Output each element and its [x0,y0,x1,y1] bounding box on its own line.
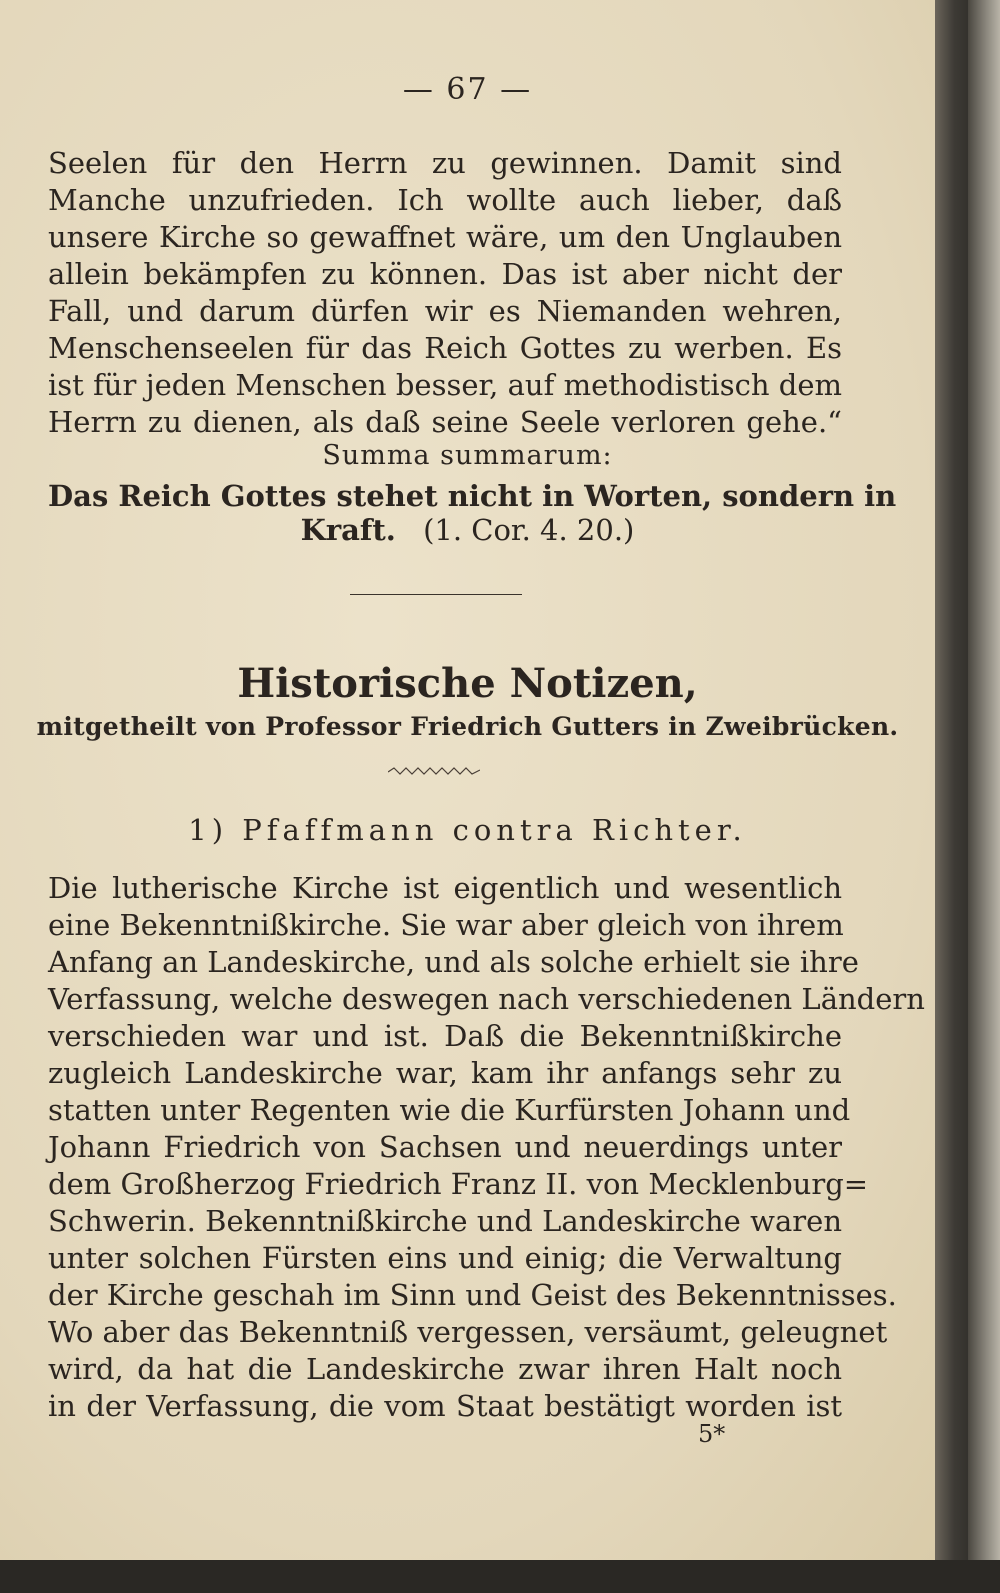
text-line: eine Bekenntnißkirche. Sie war aber gleich von ihrem [48,908,844,942]
text-line: Seelen für den Herrn zu gewinnen. Damit sind [48,146,842,180]
text-line: Anfang an Landeskirche, und als solche erhielt sie ihre [48,945,859,979]
printer-signature: 5* [698,1420,726,1448]
summa-summarum: Summa summarum: [322,440,613,471]
text-line: allein bekämpfen zu können. Das ist aber nicht der [48,257,842,291]
text-line: der Kirche geschah im Sinn und Geist des Bekenntnisses. [48,1278,897,1312]
section-subtitle: mitgetheilt von Professor Friedrich Gutters in Zweibrücken. [36,712,899,741]
text-line: Die lutherische Kirche ist eigentlich und wesentlich [48,871,842,905]
bold-quote-word: Kraft. [300,513,396,547]
ornament-squiggle [388,766,480,778]
text-line: ist für jeden Menschen besser, auf methodistisch dem [48,368,842,402]
page-number: — 67 — [402,72,533,107]
text-line: zugleich Landeskirche war, kam ihr anfangs sehr zu [48,1056,842,1090]
text-line: Wo aber das Bekenntniß vergessen, versäumt, geleugnet [48,1315,888,1349]
page-stack-edge [968,0,1000,1593]
text-line: unter solchen Fürsten eins und einig; die Verwaltung [48,1241,842,1275]
bold-quote-line: Das Reich Gottes stehet nicht in Worten, sondern in [48,479,897,513]
text-line: Verfassung, welche deswegen nach verschiedenen Ländern [48,982,925,1016]
text-line: dem Großherzog Friedrich Franz II. von Mecklenburg= [48,1167,869,1201]
text-line: Herrn zu dienen, als daß seine Seele verloren gehe.“ [48,405,842,439]
text-line: Johann Friedrich von Sachsen und neuerdings unter [48,1130,842,1164]
section-divider [350,594,522,595]
text-line: statten unter Regenten wie die Kurfürsten Johann und [48,1093,851,1127]
text-line: verschieden war und ist. Daß die Bekenntnißkirche [48,1019,842,1053]
subsection-heading: 1) Pfaffmann contra Richter. [188,813,747,847]
text-line: unsere Kirche so gewaffnet wäre, um den Unglauben [48,220,842,254]
bold-quote-line-2 [0,513,935,547]
scan-background [0,1560,1000,1593]
text-line: wird, da hat die Landeskirche zwar ihren Halt noch [48,1352,842,1386]
bible-reference: (1. Cor. 4. 20.) [423,513,635,547]
text-line: Schwerin. Bekenntnißkirche und Landeskirche waren [48,1204,842,1238]
section-title: Historische Notizen, [237,660,698,707]
text-line: in der Verfassung, die vom Staat bestätigt worden ist [48,1389,842,1423]
text-line: Menschenseelen für das Reich Gottes zu werben. Es [48,331,842,365]
text-line: Manche unzufrieden. Ich wollte auch lieber, daß [48,183,842,217]
text-line: Fall, und darum dürfen wir es Niemanden wehren, [48,294,842,328]
